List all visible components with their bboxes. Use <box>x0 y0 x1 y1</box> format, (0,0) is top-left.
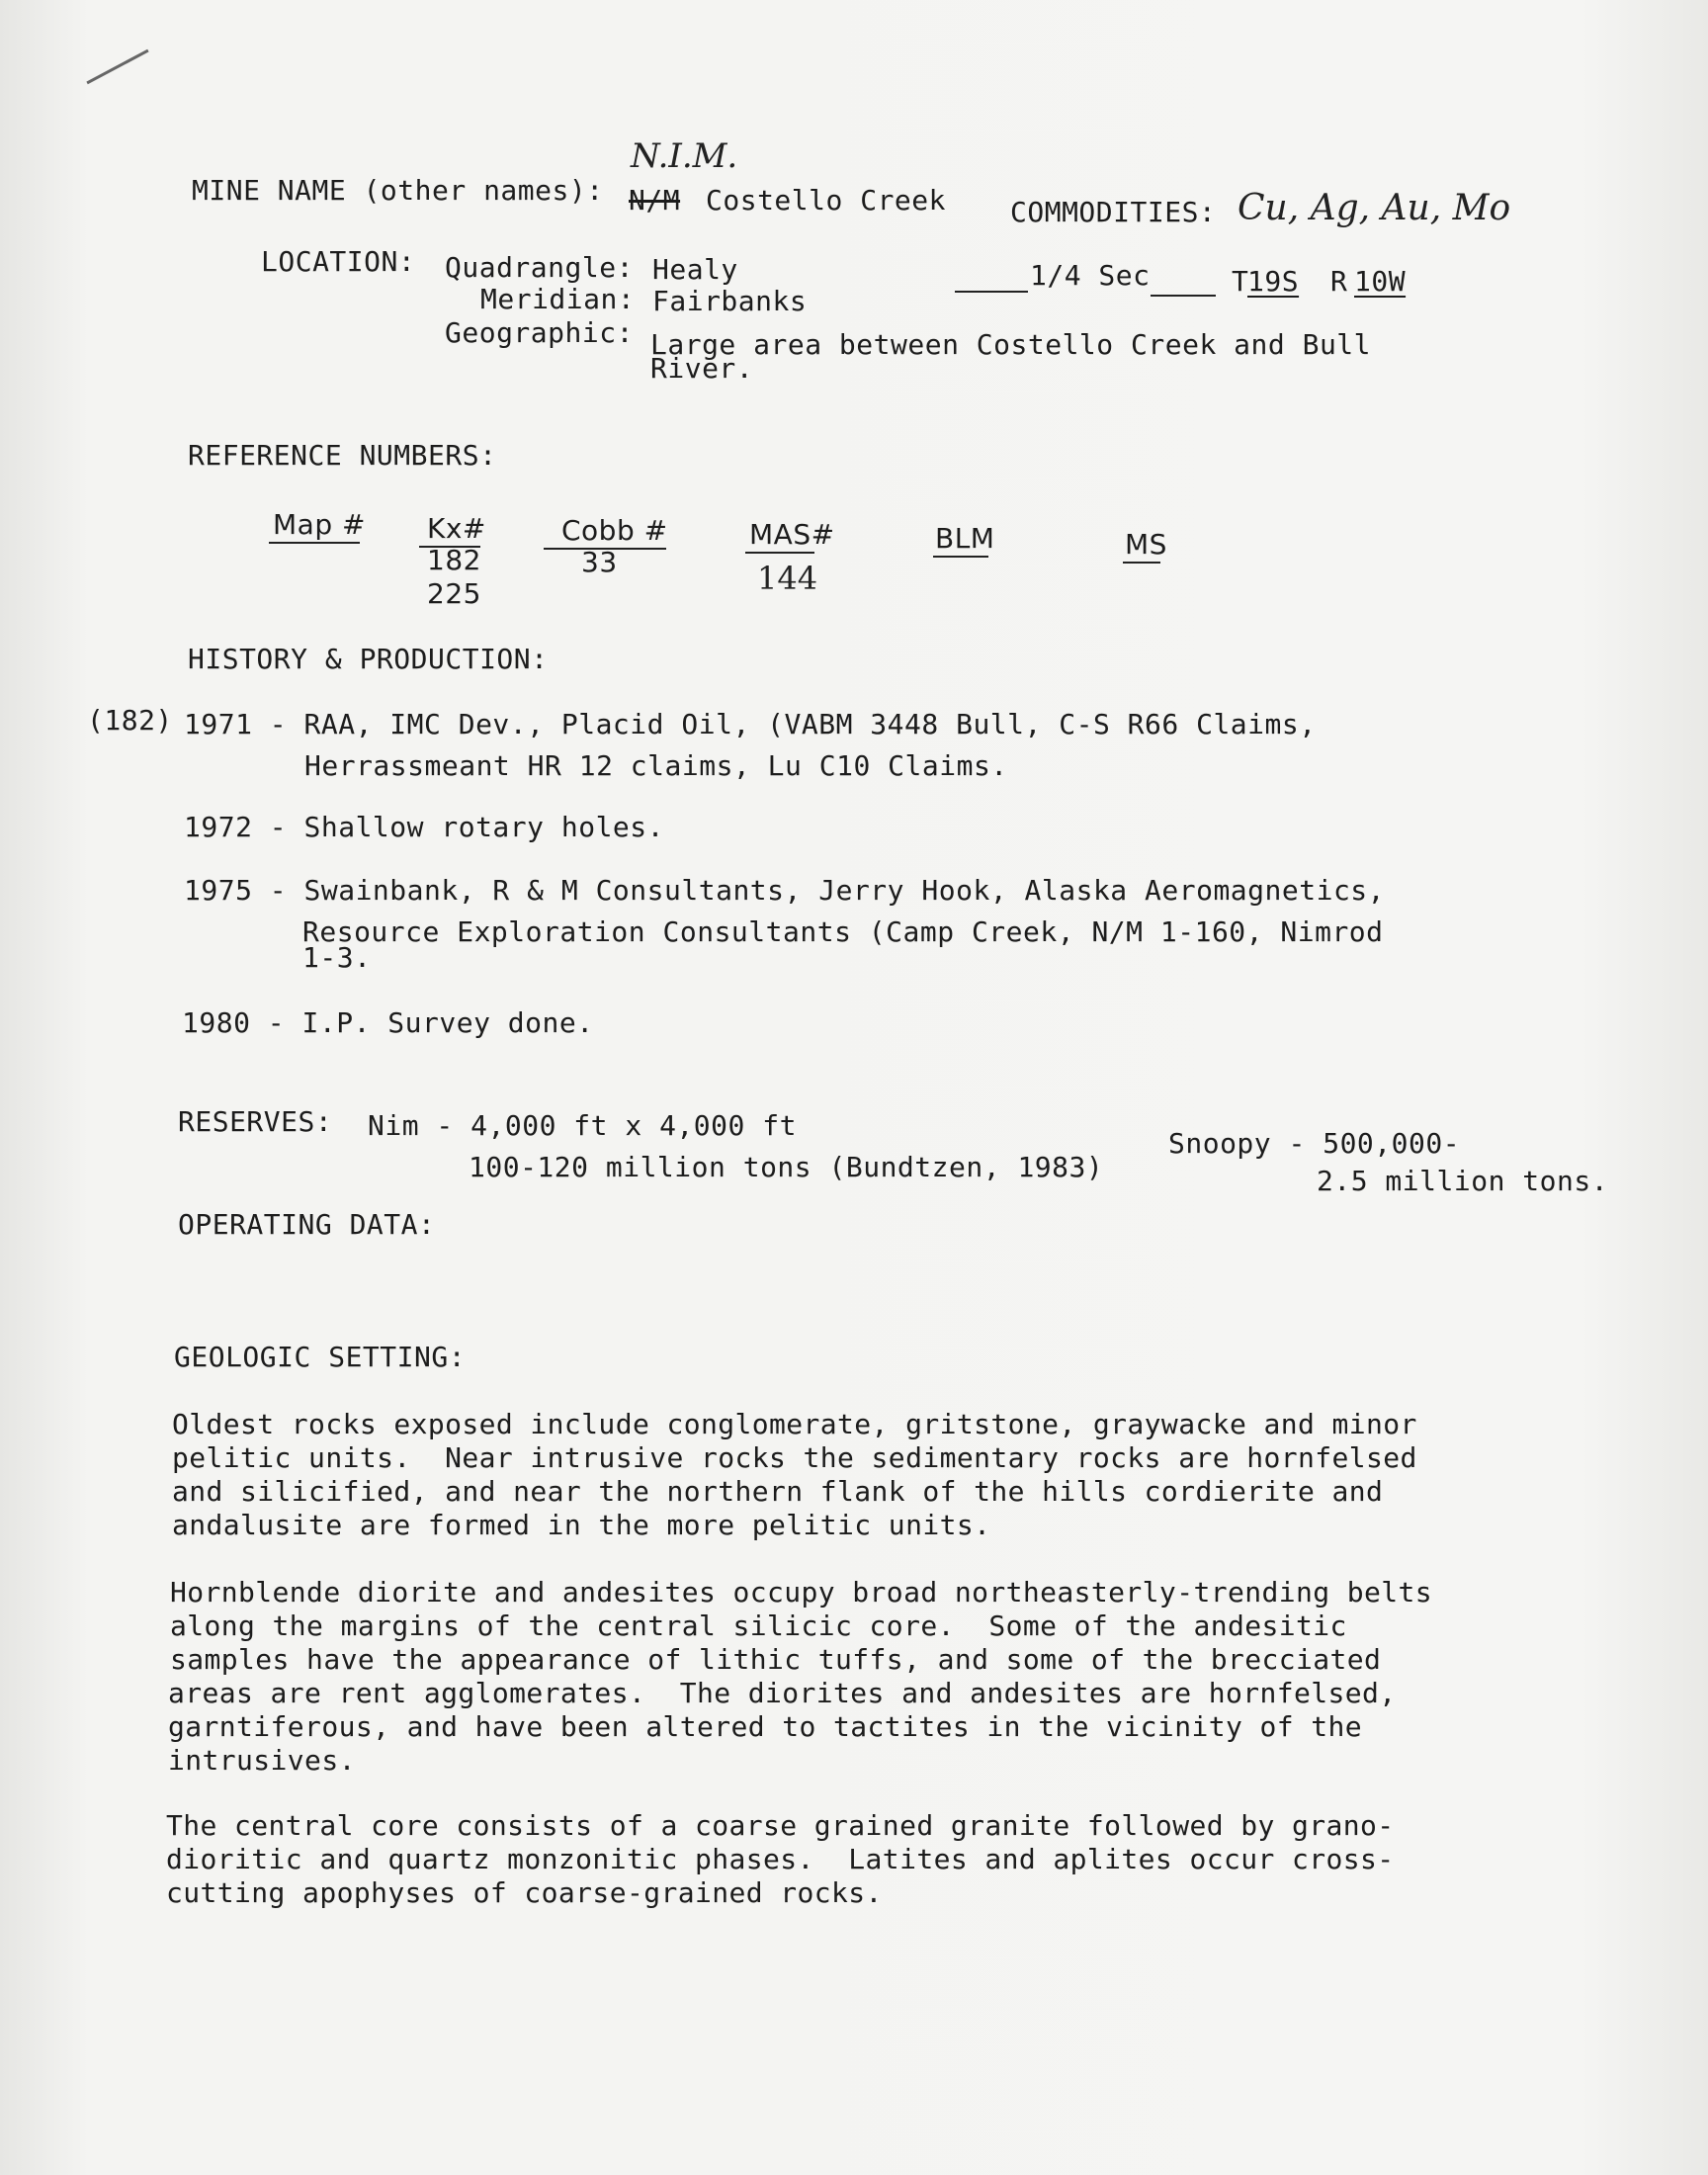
history-label: HISTORY & PRODUCTION: <box>188 643 549 675</box>
meridian-label: Meridian: <box>480 283 636 315</box>
range-prefix: R <box>1330 265 1348 298</box>
mas-value-handwritten: 144 <box>757 560 818 597</box>
reserves-label: RESERVES: <box>178 1105 333 1138</box>
mas-column-rule <box>745 552 814 554</box>
meridian-value: Fairbanks <box>652 285 808 317</box>
kx-value-1: 182 <box>427 544 481 576</box>
reference-numbers-label: REFERENCE NUMBERS: <box>188 439 497 472</box>
geology-p2-line-5: garntiferous, and have been altered to tactites in the vicinity of the <box>168 1710 1363 1743</box>
history-1980-line-1: 1980 - I.P. Survey done. <box>182 1006 594 1039</box>
commodities-handwritten: Cu, Ag, Au, Mo <box>1238 188 1511 228</box>
geology-p2-line-6: intrusives. <box>168 1744 356 1777</box>
scan-mark <box>86 49 148 85</box>
history-1971-line-1: 1971 - RAA, IMC Dev., Placid Oil, (VABM 3448 Bull, C-S R66 Claims, <box>184 708 1317 740</box>
ms-column-rule <box>1123 562 1160 564</box>
township-value: 19S <box>1247 265 1300 298</box>
struck-mine-name: N/M <box>629 184 681 217</box>
geographic-line-2: River. <box>650 352 754 385</box>
blm-column-header: BLM <box>935 522 995 555</box>
sec-blank-line <box>1151 295 1216 297</box>
kx-value-2: 225 <box>427 577 481 610</box>
geology-p3-line-2: dioritic and quartz monzonitic phases. Latites and aplites occur cross- <box>166 1843 1395 1875</box>
geologic-setting-label: GEOLOGIC SETTING: <box>174 1341 467 1373</box>
operating-data-label: OPERATING DATA: <box>178 1208 436 1241</box>
mine-name: Costello Creek <box>706 184 947 217</box>
reserves-snoopy-line-2: 2.5 million tons. <box>1317 1165 1609 1197</box>
history-1975-line-3: 1-3. <box>302 941 372 974</box>
geology-p2-line-4: areas are rent agglomerates. The diorites and andesites are hornfelsed, <box>168 1677 1397 1709</box>
quarter-blank-line <box>955 291 1028 293</box>
geology-p3-line-1: The central core consists of a coarse grained granite followed by grano- <box>166 1809 1395 1842</box>
location-label: LOCATION: <box>261 245 416 278</box>
reserves-snoopy-line-1: Snoopy - 500,000- <box>1168 1127 1461 1160</box>
quadrangle-value: Healy <box>652 253 738 286</box>
geographic-line-1: Large area between Costello Creek and Bull <box>650 328 1372 361</box>
history-marginal-note: (182) <box>87 704 173 737</box>
geology-p1-line-4: andalusite are formed in the more pelitic units. <box>172 1509 991 1541</box>
reserves-nim-line-2: 100-120 million tons (Bundtzen, 1983) <box>469 1151 1104 1183</box>
geology-p1-line-3: and silicified, and near the northern flank of the hills cordierite and <box>172 1475 1384 1508</box>
geology-p2-line-1: Hornblende diorite and andesites occupy broad northeasterly-trending belts <box>170 1576 1433 1609</box>
history-1975-line-2: Resource Exploration Consultants (Camp Creek, N/M 1-160, Nimrod <box>302 915 1384 948</box>
ms-column-header: MS <box>1125 528 1167 561</box>
geology-p3-line-3: cutting apophyses of coarse-grained rocks. <box>166 1876 883 1909</box>
handwritten-mine-name: N.I.M. <box>631 136 738 176</box>
reserves-nim-line-1: Nim - 4,000 ft x 4,000 ft <box>368 1109 797 1142</box>
geology-p1-line-1: Oldest rocks exposed include conglomerate, gritstone, graywacke and minor <box>172 1408 1417 1440</box>
history-1971-line-2: Herrassmeant HR 12 claims, Lu C10 Claims. <box>304 749 1008 782</box>
mine-name-label: MINE NAME (other names): <box>192 174 604 207</box>
cobb-column-header: Cobb # <box>561 514 668 547</box>
township-prefix: T <box>1232 265 1249 298</box>
cobb-value: 33 <box>581 546 618 578</box>
kx-column-header: Kx# <box>427 512 486 545</box>
blm-column-rule <box>933 556 988 558</box>
map-column-rule <box>269 542 360 544</box>
quarter-sec-label: 1/4 Sec <box>1030 259 1151 292</box>
geographic-label: Geographic: <box>445 316 634 349</box>
history-1975-line-1: 1975 - Swainbank, R & M Consultants, Jerry Hook, Alaska Aeromagnetics, <box>184 874 1386 907</box>
quadrangle-label: Quadrangle: <box>445 251 634 284</box>
map-column-header: Map # <box>273 508 366 541</box>
geology-p2-line-3: samples have the appearance of lithic tuffs, and some of the brecciated <box>170 1643 1382 1676</box>
history-1972-line-1: 1972 - Shallow rotary holes. <box>184 811 665 843</box>
mas-column-header: MAS# <box>749 518 835 551</box>
geology-p2-line-2: along the margins of the central silicic core. Some of the andesitic <box>170 1610 1347 1642</box>
geology-p1-line-2: pelitic units. Near intrusive rocks the sedimentary rocks are hornfelsed <box>172 1441 1417 1474</box>
range-value: 10W <box>1354 265 1407 298</box>
commodities-label: COMMODITIES: <box>1010 196 1217 228</box>
